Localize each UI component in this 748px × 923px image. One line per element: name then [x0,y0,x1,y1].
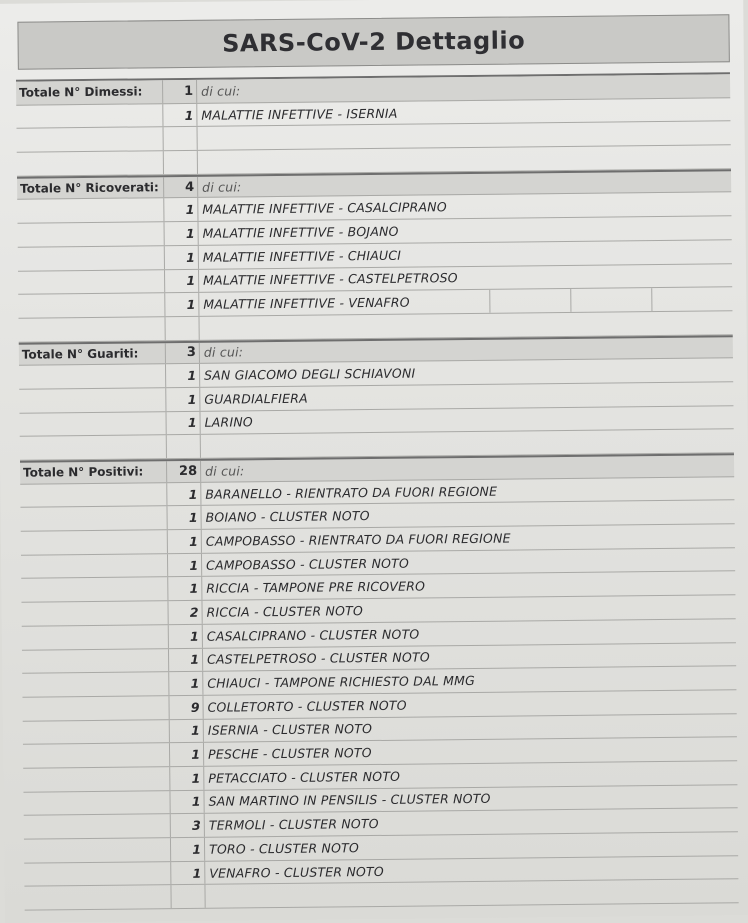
row-count: 3 [171,814,205,837]
empty-label-cell [21,554,168,578]
row-description-text: COLLETORTO - CLUSTER NOTO [207,697,407,715]
row-count: 1 [164,198,198,221]
empty-label-cell [19,317,166,341]
section-total: 3 [166,342,200,363]
row-count: 1 [165,246,199,269]
row-count: 1 [167,506,201,529]
row-description-text: BARANELLO - RIENTRATO DA FUORI REGIONE [205,483,498,502]
empty-count-cell [165,317,199,340]
empty-description-cell [205,880,738,908]
section-label: Totale N° Dimessi: [16,80,163,104]
section-sub-label: di cui: [202,178,242,195]
row-description-text: ISERNIA - CLUSTER NOTO [207,721,373,739]
row-count: 1 [170,743,204,766]
empty-label-cell [24,838,171,862]
empty-cells [489,287,732,312]
row-count: 1 [170,767,204,790]
row-description-text: MALATTIE INFETTIVE - ISERNIA [201,105,398,123]
section-total: 1 [163,80,197,103]
page-title: SARS-CoV-2 Dettaglio [221,26,526,58]
empty-label-cell [24,886,171,910]
row-description-text: LARINO [204,414,253,431]
section-sub-label: di cui: [205,463,245,479]
row-description-text: MALATTIE INFETTIVE - BOJANO [202,223,399,241]
row-description-text: CAMPOBASSO - RIENTRATO DA FUORI REGIONE [205,530,511,549]
row-description-text: CAMPOBASSO - CLUSTER NOTO [206,555,410,573]
row-count: 1 [166,364,200,387]
empty-label-cell [20,507,167,531]
section-sub-label: di cui: [203,344,244,361]
empty-label-cell [23,791,170,815]
empty-label-cell [18,270,165,294]
row-count: 1 [167,482,201,505]
empty-label-cell [20,483,167,507]
row-description-text: VENAFRO - CLUSTER NOTO [209,863,384,881]
row-count: 1 [168,577,202,600]
empty-label-cell [23,720,170,744]
row-count: 1 [166,411,200,434]
row-description-text: TORO - CLUSTER NOTO [208,840,360,857]
row-description-text: RICCIA - CLUSTER NOTO [206,603,364,620]
row-description-text: MALATTIE INFETTIVE - CHIAUCI [202,247,402,265]
row-count: 1 [170,719,204,742]
empty-label-cell [22,696,169,720]
row-count: 1 [171,861,205,884]
row-count: 1 [169,672,203,695]
empty-count-cell [171,885,205,908]
empty-label-cell [22,649,169,673]
empty-label-cell [21,530,168,554]
row-description-text: MALATTIE INFETTIVE - VENAFRO [203,294,410,312]
empty-label-cell [16,104,163,128]
row-count: 1 [170,790,204,813]
row-count: 1 [166,388,200,411]
row-count: 1 [169,648,203,671]
row-count: 1 [163,104,197,127]
row-description-text: MALATTIE INFETTIVE - CASALCIPRANO [202,199,447,218]
empty-label-cell [21,578,168,602]
row-description-text: TERMOLI - CLUSTER NOTO [208,816,379,833]
empty-label-cell [17,128,164,152]
detail-table [16,72,739,910]
section-total: 28 [167,461,201,482]
empty-label-cell [22,625,169,649]
row-count: 1 [171,838,205,861]
empty-label-cell [23,743,170,767]
row-description-text: RICCIA - TAMPONE PRE RICOVERO [206,578,426,597]
row-description-text: GUARDIALFIERA [204,390,308,407]
empty-label-cell [18,222,165,246]
empty-label-cell [20,435,167,459]
empty-label-cell [23,767,170,791]
row-description-text: CASTELPETROSO - CLUSTER NOTO [207,649,430,668]
empty-label-cell [19,364,166,388]
section-label: Totale N° Ricoverati: [17,177,164,199]
row-description-text: PESCHE - CLUSTER NOTO [207,745,372,762]
row-count: 1 [165,222,199,245]
row-description-text: BOIANO - CLUSTER NOTO [205,508,370,525]
row-description-text: SAN GIACOMO DEGLI SCHIAVONI [204,365,416,383]
row-count: 1 [165,293,199,316]
row-count: 2 [168,601,202,624]
row-count: 1 [165,269,199,292]
empty-label-cell [24,814,171,838]
section-label: Totale N° Positivi: [20,461,167,483]
empty-label-cell [19,388,166,412]
empty-label-cell [22,672,169,696]
empty-label-cell [17,151,164,175]
section-total: 4 [164,177,198,198]
empty-count-cell [164,127,198,150]
empty-label-cell [21,601,168,625]
row-description-text: SAN MARTINO IN PENSILIS - CLUSTER NOTO [208,791,491,810]
empty-label-cell [17,199,164,223]
row-description-text: PETACCIATO - CLUSTER NOTO [208,768,401,786]
empty-label-cell [19,412,166,436]
section-label: Totale N° Guariti: [19,343,166,365]
row-description-text: MALATTIE INFETTIVE - CASTELPETROSO [203,270,458,289]
row-description-text: CHIAUCI - TAMPONE RICHIESTO DAL MMG [207,672,476,691]
empty-label-cell [24,862,171,886]
row-count: 1 [168,530,202,553]
row-description-text: CASALCIPRANO - CLUSTER NOTO [206,626,420,644]
row-count: 9 [169,696,203,719]
empty-label-cell [18,246,165,270]
empty-count-cell [167,435,201,458]
section-sub-label: di cui: [201,83,241,99]
row-count: 1 [169,625,203,648]
row-count: 1 [168,554,202,577]
empty-count-cell [164,151,198,174]
title-bar [17,14,729,69]
empty-label-cell [18,293,165,317]
